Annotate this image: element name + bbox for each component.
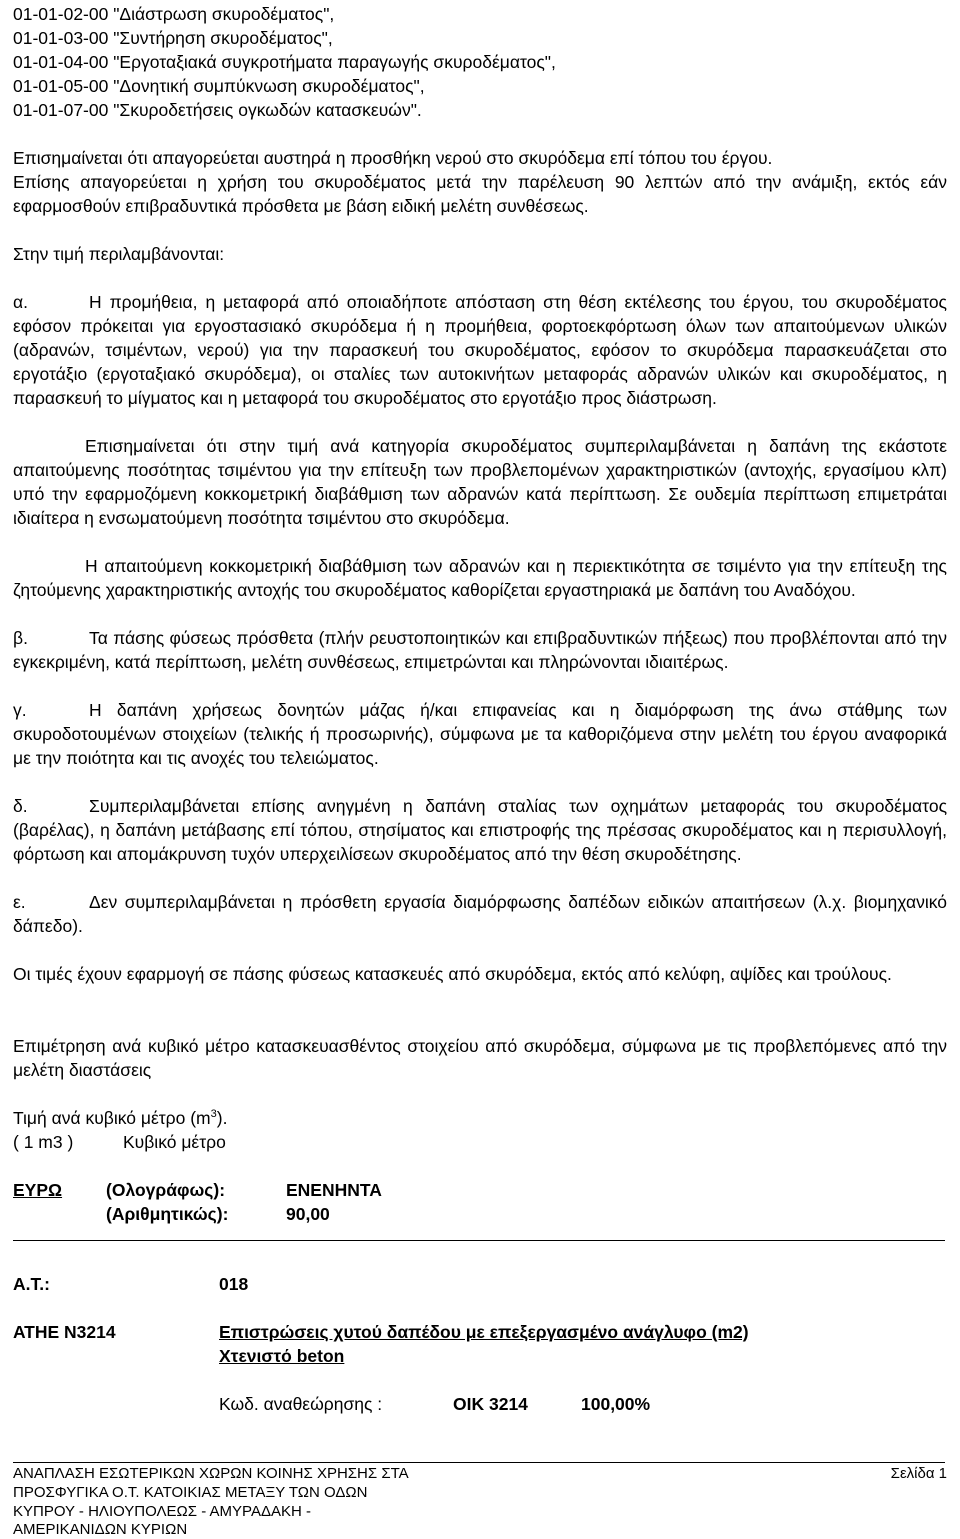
- price-words-value: ΕΝΕΝΗΝΤΑ: [286, 1180, 382, 1200]
- footer-divider: [13, 1462, 945, 1463]
- applies-paragraph: Οι τιμές έχουν εφαρμογή σε πάσης φύσεως κατασκευές από σκυρόδεμα, εκτός από κελύφη, αψίδες και τρούλους.: [13, 964, 892, 984]
- spec-ref-line: 01-01-04-00 "Εργοταξιακά συγκροτήματα παραγωγής σκυροδέματος",: [13, 52, 556, 72]
- footer-project-line: ΚΥΠΡΟΥ - ΗΛΙΟΥΠΟΛΕΩΣ - ΑΜΥΡΑΔΑΚΗ -: [13, 1503, 311, 1520]
- unit-price-line: [13, 1106, 227, 1130]
- footer-project-line: ΑΜΕΡΙΚΑΝΙΔΩΝ ΚΥΡΙΩΝ: [13, 1521, 188, 1538]
- revision-percent: 100,00%: [581, 1394, 651, 1414]
- currency-label: ΕΥΡΩ: [13, 1180, 63, 1200]
- page-number: Σελίδα 1: [890, 1465, 947, 1482]
- item-title-line-1: Επιστρώσεις χυτού δαπέδου με επεξεργασμένο ανάγλυφο (m2): [219, 1322, 749, 1342]
- footer-project-line: ΑΝΑΠΛΑΣΗ ΕΣΩΤΕΡΙΚΩΝ ΧΩΡΩΝ ΚΟΙΝΗΣ ΧΡΗΣΗΣ ΣΤΑ: [13, 1465, 409, 1482]
- revision-code: ΟΙΚ 3214: [453, 1394, 528, 1414]
- unit-line: [13, 1130, 226, 1154]
- item-code: ΑΤΗΕ Ν3214: [13, 1322, 116, 1342]
- spec-ref-line: 01-01-02-00 "Διάστρωση σκυροδέματος",: [13, 4, 335, 24]
- unit-price-text: Τιμή ανά κυβικό μέτρο (m: [13, 1108, 211, 1128]
- measurement-paragraph: Επιμέτρηση ανά κυβικό μέτρο κατασκευασθέντος στοιχείου από σκυρόδεμα, σύμφωνα με τις προβλεπόμενες από την μελέτη διαστάσεις: [13, 1036, 947, 1080]
- revision-label: Κωδ. αναθεώρησης :: [219, 1394, 383, 1414]
- notice-water: Επισημαίνεται ότι απαγορεύεται αυστηρά η προσθήκη νερού στο σκυρόδεμα επί τόπου του έργου.: [13, 148, 773, 168]
- item-a-paragraph-2: Επισημαίνεται ότι στην τιμή ανά κατηγορία σκυροδέματος συμπεριλαμβάνεται η δαπάνη της εκάστοτε απαιτούμενης ποσότητας τσιμέντου για την επίτευξη των προβλεπομένων χαρακτηριστικών (αντοχής, εργασίμου κλπ) υπό την εφαρμοζόμενη κοκκομετρική διαβάθμιση των αδρανών κατά περίπτωση. Σε ουδεμία περίπτωση επιμετράται ιδιαίτερα η ενσωματούμενη ποσότητα τσιμέντου στο σκυρόδεμα.: [13, 436, 947, 528]
- spec-ref-line: 01-01-03-00 "Συντήρηση σκυροδέματος",: [13, 28, 333, 48]
- spec-ref-line: 01-01-07-00 "Σκυροδετήσεις ογκωδών κατασκευών".: [13, 100, 422, 120]
- item-d: [13, 794, 947, 866]
- unit-name: Κυβικό μέτρο: [123, 1132, 226, 1152]
- item-e: [13, 890, 947, 938]
- item-b-text: Τα πάσης φύσεως πρόσθετα (πλήν ρευστοποιητικών και επιβραδυντικών πήξεως) που προβλέπονται από την εγκεκριμένη, κατά περίπτωση, μελέτη συνθέσεως, επιμετρώνται και πληρώνονται ιδιαιτέρως.: [13, 628, 947, 672]
- price-numeric-value: 90,00: [286, 1204, 330, 1224]
- item-title-line-2: Χτενιστό beton: [219, 1346, 345, 1366]
- price-numeric-label: (Αριθμητικώς):: [106, 1204, 229, 1224]
- item-a-paragraph-3: Η απαιτούμενη κοκκομετρική διαβάθμιση των αδρανών και η περιεκτικότητα σε τσιμέντο για την επίτευξη της ζητούμενης χαρακτηριστικής αντοχής του σκυροδέματος καθορίζεται εργαστηριακά με δαπάνη του Αναδόχου.: [13, 556, 947, 600]
- item-a: [13, 290, 947, 410]
- item-a-text: Η προμήθεια, η μεταφορά από οποιαδήποτε απόσταση στη θέση εκτέλεσης του έργου, του σκυροδέματος εφόσον πρόκειται για εργοστασιακό σκυρόδεμα ή η προμήθεια, φορτοεκφόρτωση όλων των απαιτούμενων υλικών (αδρανών, τσιμέντων, νερού) για την παρασκευή του σκυροδέματος, εφόσον το σκυρόδεμα παρασκευάζεται στο εργοτάξιο (εργοταξιακό σκυρόδεμα), οι σταλίες των αυτοκινήτων μεταφοράς αδρανών υλικών και σκυροδέματος, η παρασκευή το μίγματος και η μεταφορά του σκυροδέματος στο εργοτάξιο προς διάστρωση.: [13, 292, 947, 408]
- unit-price-end: ).: [216, 1108, 228, 1128]
- item-b-label: β.: [13, 628, 28, 648]
- item-b: [13, 626, 947, 674]
- item-d-text: Συμπεριλαμβάνεται επίσης ανηγμένη η δαπάνη σταλίας των οχημάτων μεταφοράς του σκυροδέματος (βαρέλας), η δαπάνη μετάβασης επί τόπου, στησίματος και επιστροφής της πρέσσας σκυροδέματος και η περισυλλογή, φόρτωση και απομάκρυνση τυχόν υπερχειλίσεων σκυροδέματος από την θέση σκυροδέτησης.: [13, 796, 947, 864]
- item-c-text: Η δαπάνη χρήσεως δονητών μάζας ή/και επιφανείας και η διαμόρφωση της άνω στάθμης των σκυροδοτουμένων στοιχείων (τελικής ή προσωρινής), σύμφωνα με τα καθοριζόμενα στην μελέτη του έργου αναφορικά με την ποιότητα και τις ανοχές του τελειώματος.: [13, 700, 947, 768]
- unit-quantity: ( 1 m3 ): [13, 1132, 74, 1152]
- footer-project-line: ΠΡΟΣΦΥΓΙΚΑ Ο.Τ. ΚΑΤΟΙΚΙΑΣ ΜΕΤΑΞΥ ΤΩΝ ΟΔΩΝ: [13, 1484, 368, 1501]
- at-value: 018: [219, 1274, 249, 1294]
- includes-heading: Στην τιμή περιλαμβάνονται:: [13, 244, 225, 264]
- item-e-label: ε.: [13, 892, 26, 912]
- price-words-label: (Ολογράφως):: [106, 1180, 226, 1200]
- at-label: Α.Τ.:: [13, 1274, 50, 1294]
- item-e-text: Δεν συμπεριλαμβάνεται η πρόσθετη εργασία διαμόρφωσης δαπέδων ειδικών απαιτήσεων (λ.χ. βιομηχανικό δάπεδο).: [13, 892, 947, 936]
- item-c: [13, 698, 947, 770]
- section-divider: [13, 1240, 945, 1241]
- spec-ref-line: 01-01-05-00 "Δονητική συμπύκνωση σκυροδέματος",: [13, 76, 425, 96]
- unit-price-superscript: 3: [210, 1108, 217, 1121]
- item-c-label: γ.: [13, 700, 27, 720]
- item-a-label: α.: [13, 292, 28, 312]
- notice-time-limit: Επίσης απαγορεύεται η χρήση του σκυροδέματος μετά την παρέλευση 90 λεπτών από την ανάμιξη, εκτός εάν εφαρμοσθούν επιβραδυντικά πρόσθετα με βάση ειδική μελέτη συνθέσεως.: [13, 172, 947, 216]
- item-d-label: δ.: [13, 796, 28, 816]
